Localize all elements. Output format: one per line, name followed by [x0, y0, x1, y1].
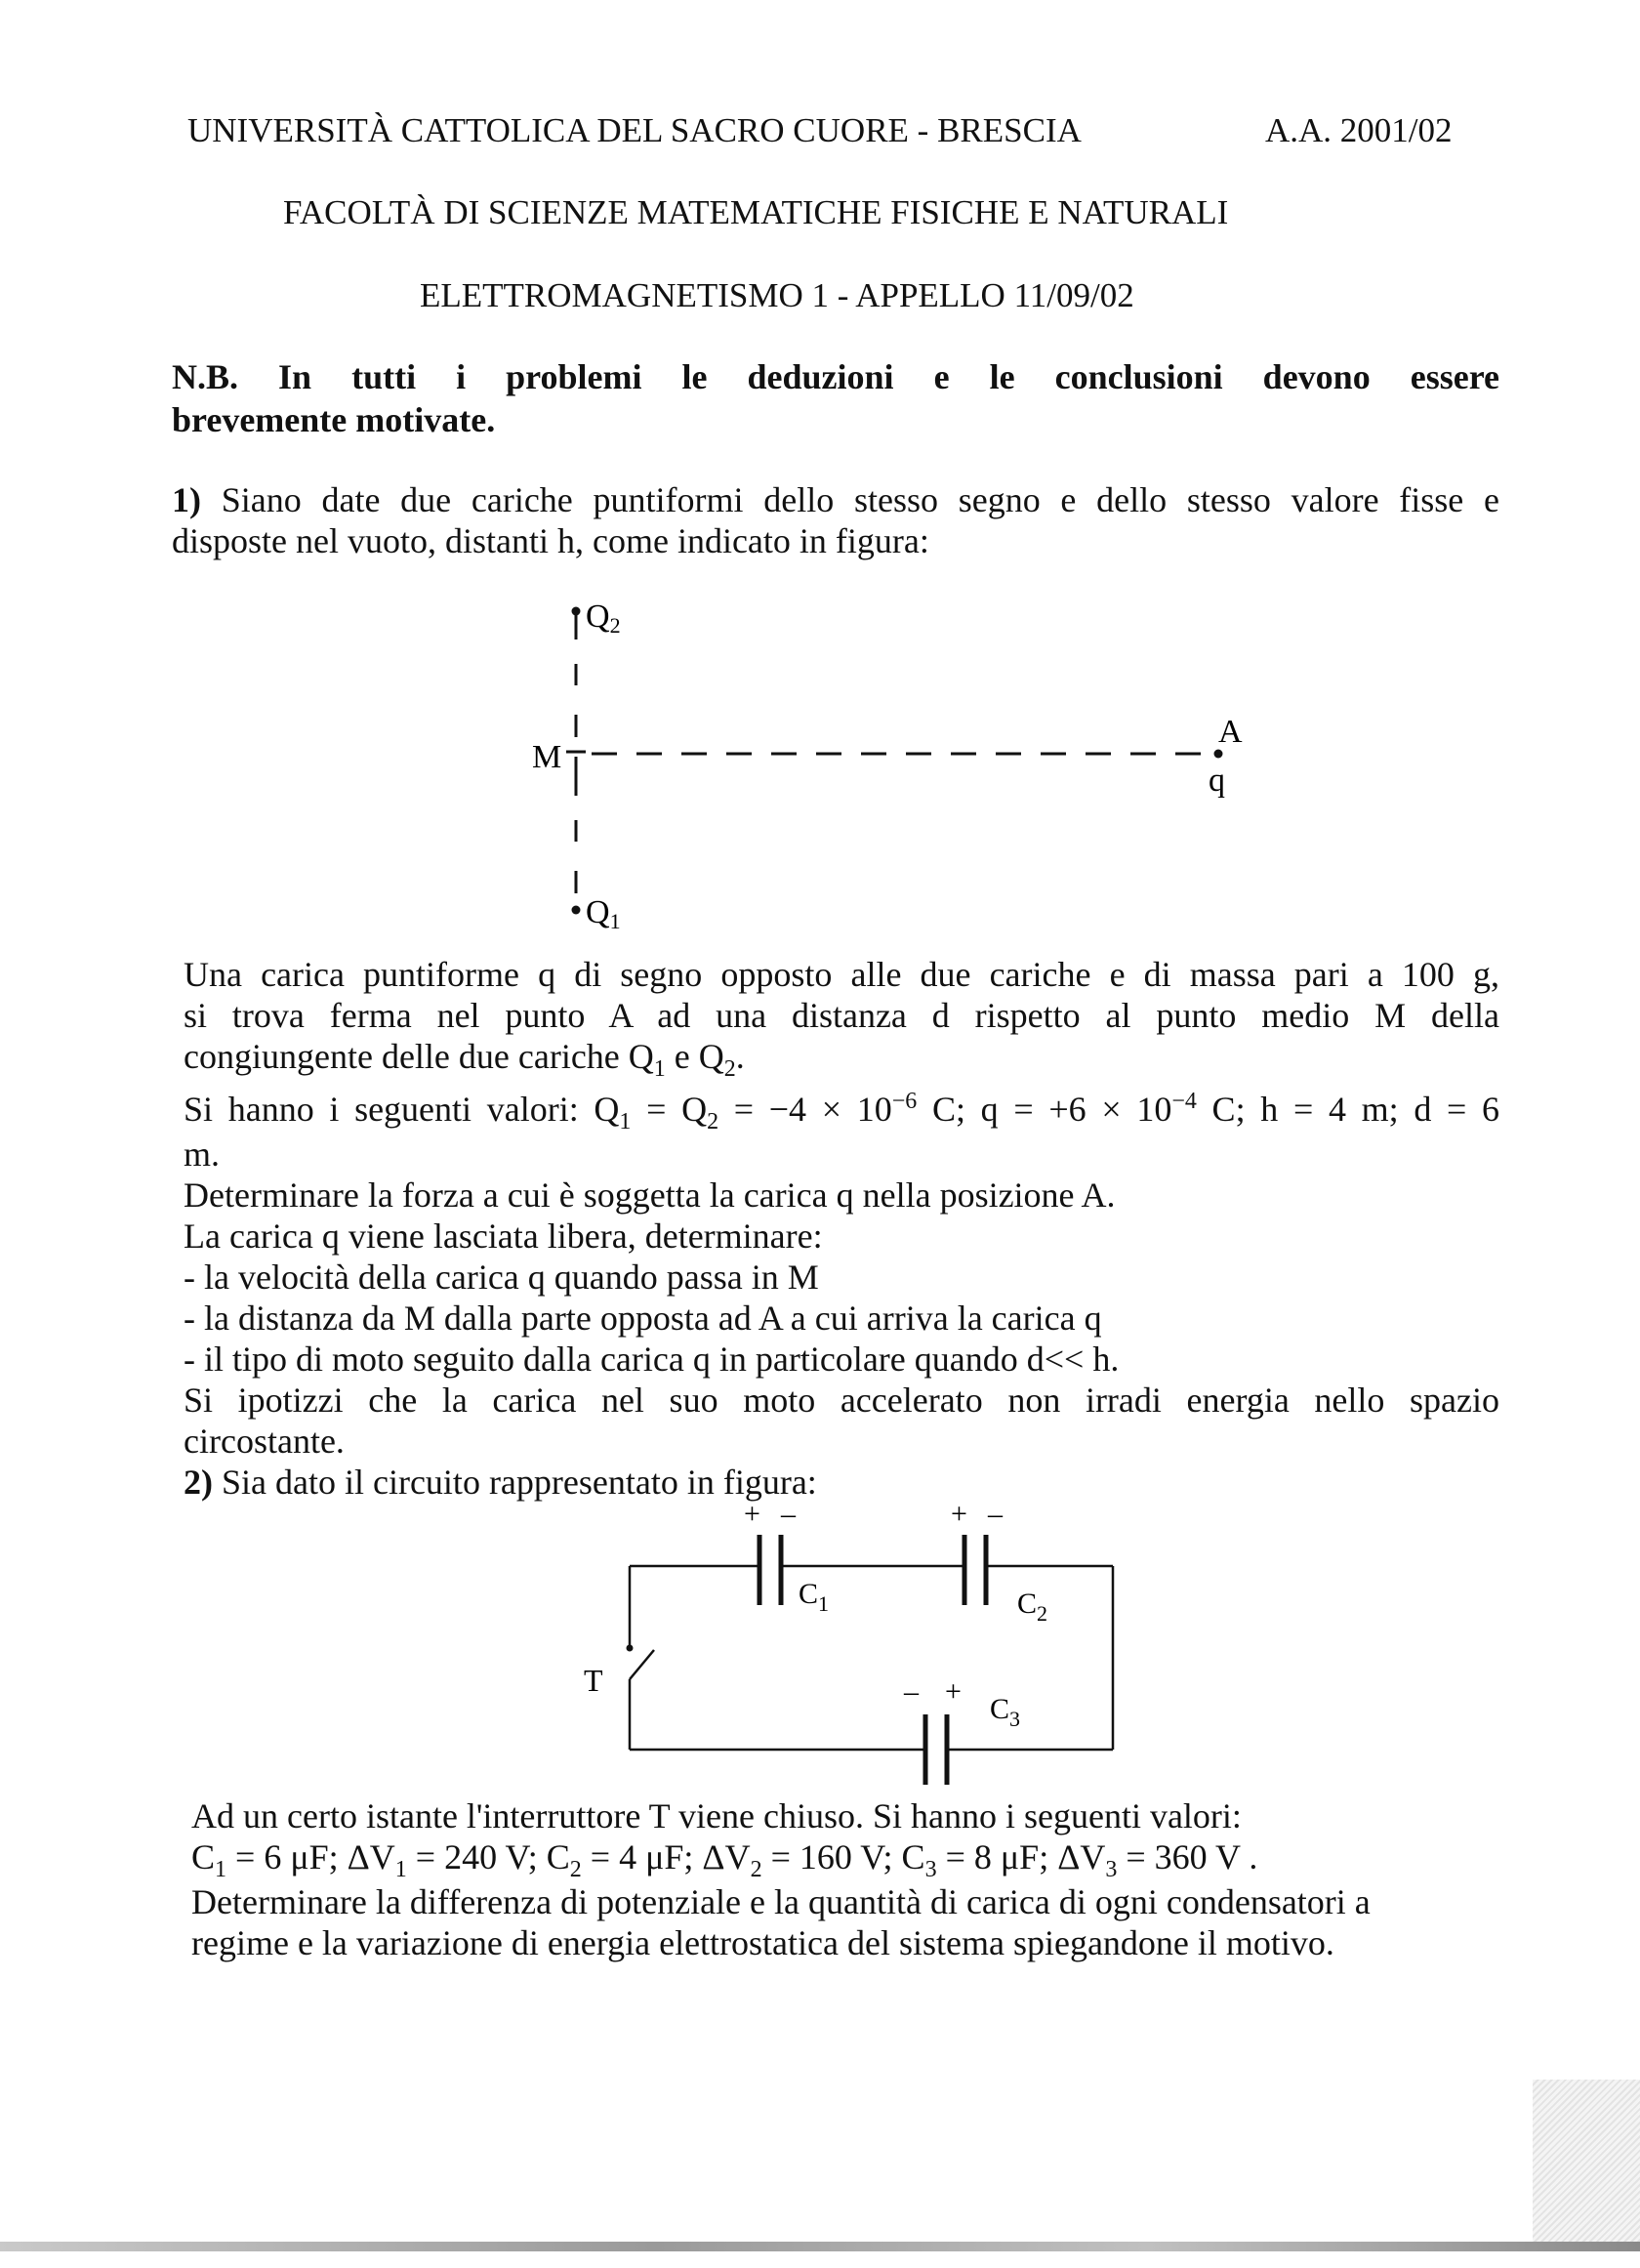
c2-label: $C_2$ [1017, 1588, 1048, 1626]
problem1-task-7: circostante. [184, 1422, 345, 1461]
problem1-para-1: Una carica puntiforme q di segno opposto alle due cariche e di massa pari a 100 g, [184, 955, 1499, 994]
problem2-number: 2) [184, 1463, 213, 1502]
problem2-para-2: Determinare la differenza di potenziale e la quantità di carica di ogni condensatori a [191, 1882, 1371, 1921]
problem1-values: Si hanno i seguenti valori: $Q_1 = Q_2 = -4 \times 10^{-6}$ C; $q = +6 \times 10^{-4}$ C; h = 4 m; d = 6 [184, 1089, 1499, 1135]
problem1-task-1: Determinare la forza a cui è soggetta la carica q nella posizione A. [184, 1175, 1116, 1215]
problem1-number: 1) [172, 480, 201, 519]
problem1-task-2: La carica q viene lasciata libera, determinare: [184, 1216, 823, 1256]
c3-label: $C_3$ [990, 1693, 1021, 1731]
scan-noise-corner [1533, 2080, 1640, 2246]
midpoint-label: M [532, 739, 562, 775]
c1-minus: – [781, 1498, 796, 1530]
scan-edge-bar [0, 2242, 1640, 2251]
problem1-intro-1: 1) Siano date due cariche puntiformi dello stesso segno e dello stesso valore fisse e [172, 480, 1499, 519]
exam-title: ELETTROMAGNETISMO 1 - APPELLO 11/09/02 [420, 276, 1134, 314]
problem1-task-6: Si ipotizzi che la carica nel suo moto accelerato non irradi energia nello spazio [184, 1381, 1499, 1420]
capacitor-c1 [759, 1535, 781, 1605]
point-a-label: A [1218, 714, 1243, 750]
switch-t-label: T [584, 1663, 603, 1698]
problem2-intro: 2) Sia dato il circuito rappresentato in figura: [184, 1463, 817, 1502]
note-line-1: N.B. In tutti i problemi le deduzioni e le conclusioni devono essere [172, 357, 1499, 396]
charge-q1-dot [572, 906, 581, 915]
problem1-task-3: - la velocità della carica q quando passa in M [184, 1258, 819, 1297]
charge-q-label: q [1209, 763, 1225, 799]
capacitor-c3 [925, 1714, 947, 1785]
problem1-task-5: - il tipo di moto seguito dalla carica q in particolare quando d<< h. [184, 1340, 1120, 1379]
point-a-dot [1214, 750, 1223, 759]
university-name: UNIVERSITÀ CATTOLICA DEL SACRO CUORE - BRESCIA [187, 111, 1082, 149]
capacitor-c2 [964, 1535, 986, 1605]
note-line-2: brevemente motivate. [172, 400, 496, 439]
charges-figure [508, 586, 1269, 937]
c2-minus: – [988, 1498, 1003, 1530]
charge-q1-label: Q1 [586, 894, 621, 933]
problem2-values: $C_1 = 6$ μF; $\Delta V_1 = 240$ V; $C_2 = 4$ μF; $\Delta V_2 = 160$ V; $C_3 = 8$ μF; $\Delta V_3 = 360$ V . [191, 1837, 1258, 1883]
charge-q2-dot [572, 607, 581, 616]
switch-t [630, 1650, 654, 1679]
academic-year: A.A. 2001/02 [1265, 111, 1453, 149]
problem1-para-2: si trova ferma nel punto A ad una distanza d rispetto al punto medio M della [184, 996, 1499, 1035]
problem1-intro-2: disposte nel vuoto, distanti h, come indicato in figura: [172, 521, 929, 560]
c3-plus: + [945, 1675, 962, 1708]
problem1-para-3: congiungente delle due cariche $Q_1$ e $Q_2$. [184, 1037, 745, 1083]
faculty-name: FACOLTÀ DI SCIENZE MATEMATICHE FISICHE E NATURALI [283, 193, 1229, 231]
circuit-figure [547, 1494, 1152, 1796]
problem1-task-4: - la distanza da M dalla parte opposta ad A a cui arriva la carica q [184, 1299, 1102, 1338]
problem2-para-3: regime e la variazione di energia elettrostatica del sistema spiegandone il motivo. [191, 1923, 1334, 1962]
charge-q2-label: Q2 [586, 598, 621, 638]
c1-plus: + [744, 1498, 760, 1530]
problem2-para-1: Ad un certo istante l'interruttore T viene chiuso. Si hanno i seguenti valori: [191, 1796, 1242, 1835]
c3-minus: – [904, 1675, 919, 1708]
c2-plus: + [951, 1498, 967, 1530]
c1-label: $C_1$ [799, 1578, 830, 1616]
problem1-values-cont: m. [184, 1134, 221, 1174]
